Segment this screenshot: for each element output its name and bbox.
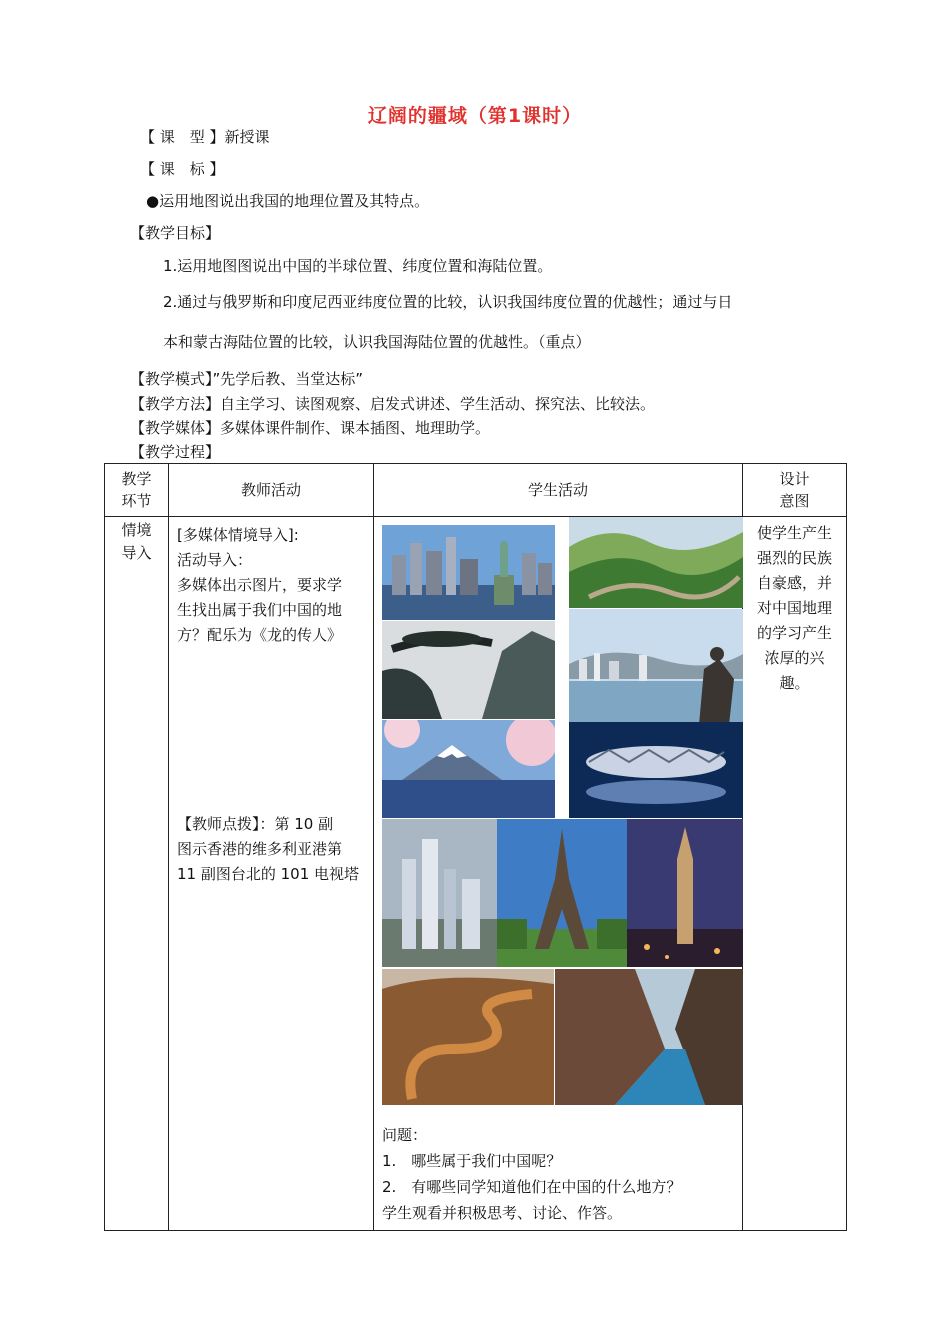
teaching-mode-label: 【教学模式】 [130, 370, 213, 388]
design-intent-cell: 使学生产生 强烈的民族 自豪感，并 对中国地理 的学习产生 浓厚的兴 趣。 [743, 517, 847, 1231]
header-stage: 教学 环节 [105, 464, 169, 517]
teacher-activity-cell [169, 517, 374, 1231]
header-teacher-activity: 教师活动 [169, 464, 374, 517]
curriculum-point: ●运用地图说出我国的地理位置及其特点。 [146, 192, 430, 210]
great-wall-image [569, 517, 743, 608]
pine-cliff-image [382, 621, 555, 719]
table-header-row [105, 464, 847, 517]
mount-fuji-image [382, 720, 555, 818]
questions-block: 问题： 1. 哪些属于我们中国呢？ 2. 有哪些同学知道他们在中国的什么地方？ 学生观看并积极思考、讨论、作答。 [382, 1126, 682, 1222]
header-student-activity: 学生活动 [374, 464, 743, 517]
page-title: 辽阔的疆域（第1课时） [367, 105, 583, 127]
student-activity-cell [374, 517, 743, 1231]
table-row [105, 517, 847, 1231]
gorge-image [555, 969, 743, 1105]
lesson-type-label: 【 课 型 】 [140, 128, 225, 146]
teacher-hint-text: 【教师点拨】：第 10 副 图示香港的维多利亚港第 11 副图台北的 101 电视塔 [177, 815, 360, 883]
goal-2-line-2: 本和蒙古海陆位置的比较，认识我国海陆位置的优越性。（重点） [163, 333, 591, 351]
teaching-method-label: 【教学方法】 [130, 395, 221, 413]
stadium-image [569, 722, 743, 818]
stage-cell: 情境 导入 [105, 517, 169, 1231]
photo-collage [374, 517, 742, 1122]
teaching-method-row [130, 394, 655, 414]
teaching-mode-row [130, 369, 363, 389]
teacher-intro-text: [多媒体情境导入]: 活动导入： 多媒体出示图片，要求学 生找出属于我们中国的地 方？配乐为《龙的传人》 [177, 526, 343, 644]
teaching-process-label: 【教学过程】 [130, 443, 221, 461]
harbour-statue-image [569, 609, 743, 725]
teaching-media-value: 多媒体课件制作、课本插图、地理助学。 [220, 419, 491, 437]
curriculum-label: 【 课 标 】 [140, 160, 225, 178]
teaching-media-label: 【教学媒体】 [130, 419, 221, 437]
taipei-101-image [627, 819, 743, 967]
teaching-mode-value: ”先学后教、当堂达标” [212, 370, 364, 388]
lesson-type-row [140, 127, 270, 147]
skyscrapers-image [382, 819, 497, 967]
teaching-process-table [104, 463, 847, 1231]
goals-label: 【教学目标】 [130, 224, 221, 242]
lesson-type-value: 新授课 [224, 128, 270, 146]
river-bend-image [382, 969, 554, 1105]
statue-skyline-image [382, 525, 555, 620]
eiffel-tower-image [497, 819, 627, 967]
goal-1: 1.运用地图图说出中国的半球位置、纬度位置和海陆位置。 [163, 257, 553, 275]
teaching-media-row [130, 418, 490, 438]
teaching-method-value: 自主学习、读图观察、启发式讲述、学生活动、探究法、比较法。 [220, 395, 656, 413]
goal-2-line-1: 2.通过与俄罗斯和印度尼西亚纬度位置的比较，认识我国纬度位置的优越性；通过与日 [163, 293, 733, 311]
header-design-intent: 设计 意图 [743, 464, 847, 517]
